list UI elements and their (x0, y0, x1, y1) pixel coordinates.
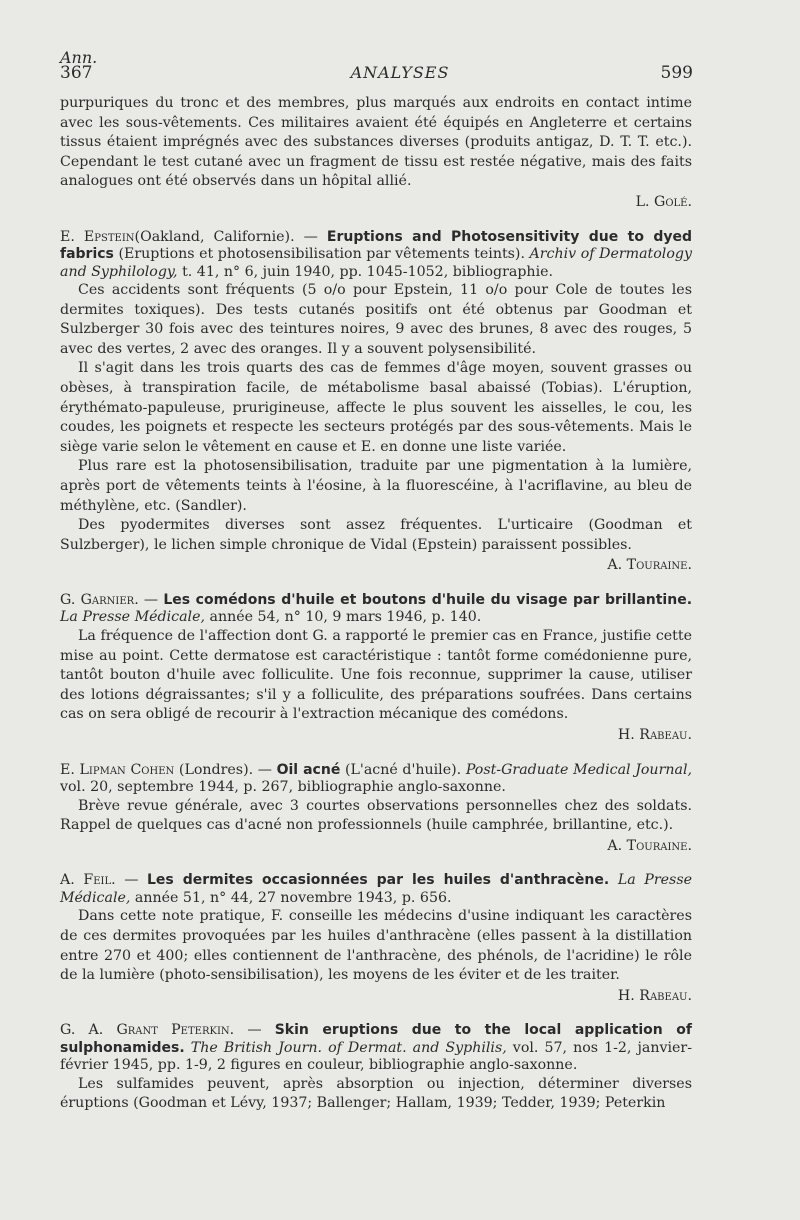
journal: The British Journ. of Dermat. and Syphilis, (190, 1039, 507, 1056)
subtitle: (L'acné d'huile). (340, 761, 466, 778)
place: (Oakland, Californie). — (134, 228, 327, 245)
subtitle: (Eruptions et photosensibilisation par vêtements teints). (113, 246, 530, 263)
paragraph: La fréquence de l'affection dont G. a rapporté le premier cas en France, justifie cette mise au point. Cette dermatose est caractéristique : tantôt forme comédonienne pure, tantôt bouton d'huile avec folliculite. Une fois reconnue, supprimer la cause, utiliser des lotions dégraissantes; s'il y a folliculite, des préparations soufrées. Dans certains cas on sera obligé de recourir à l'extraction mécanique des comédons. (60, 627, 692, 723)
article-title: Les comédons d'huile et boutons d'huile du visage par brillantine. (163, 591, 693, 608)
signature: H. Rabeau. (617, 726, 692, 743)
author: G. A. Grant Peterkin (60, 1022, 230, 1039)
signature: A. Touraine. (607, 557, 692, 574)
review-entry (60, 592, 692, 627)
review-entry (60, 872, 692, 907)
signature: H. Rabeau. (617, 987, 692, 1004)
review-entry (60, 1022, 692, 1075)
paragraph: Brève revue générale, avec 3 courtes observations personnelles chez des soldats. Rappel de quelques cas d'acné non professionnels (huile camphrée, brillantine, etc.). (60, 797, 692, 834)
article-title: Skin eruptions due to the local application of sulphonamides. (60, 1022, 692, 1056)
citation: année 51, n° 44, 27 novembre 1943, p. 656. (130, 889, 452, 906)
header-annotation: Ann. (60, 48, 98, 67)
reference (60, 1022, 692, 1075)
signature: L. Golé. (635, 193, 692, 210)
journal: La Presse Médicale, (60, 609, 205, 626)
author: E. Lipman Cohen (60, 761, 175, 778)
paragraph: purpuriques du tronc et des membres, plus marqués aux endroits en contact intime avec les sous-vêtements. Ces militaires avaient été équipés en Angleterre et certains tissus étaient imprégnés avec des substances diverses (produits antigaz, D. T. T. etc.). Cependant le test cutané avec un fragment de tissu est restée négative, mais des faits analogues ont été observés dans un hôpital allié. (60, 95, 692, 190)
place: . — (229, 1022, 275, 1039)
citation: année 54, n° 10, 9 mars 1946, p. 140. (204, 609, 482, 626)
paragraph: Les sulfamides peuvent, après absorption ou injection, déterminer diverses éruptions (Goodman et Lévy, 1937; Ballenger; Hallam, 1939; Tedder, 1939; Peterkin (60, 1075, 692, 1112)
article-title: Les dermites occasionnées par les huiles d'anthracène. (147, 872, 610, 889)
running-title: ANALYSES (350, 63, 450, 82)
paragraph: Des pyodermites diverses sont assez fréquentes. L'urticaire (Goodman et Sulzberger), le lichen simple chronique de Vidal (Epstein) paraissent possibles. (60, 517, 692, 553)
citation: vol. 57, nos 1-2, janvier-février 1945, pp. 1-9, 2 figures en couleur, bibliographie anglo-saxonne. (60, 1039, 692, 1074)
subtitle (609, 872, 618, 888)
review-entry (60, 229, 692, 282)
journal: La Presse Médicale, (60, 872, 692, 906)
reference (60, 872, 692, 907)
review-continuation (60, 94, 692, 213)
reference (60, 762, 692, 797)
journal: Post-Graduate Medical Journal, (465, 761, 692, 778)
text-body (60, 94, 692, 1114)
paragraph: Ces accidents sont fréquents (5 o/o pour Epstein, 11 o/o pour Cole de toutes les dermites toxiques). Des tests cutanés positifs ont été obtenus par Goodman et Sulzberger 30 fois avec des teintures noires, 9 avec des brunes, 8 avec des rouges, 5 avec des vertes, 2 avec des oranges. Il y a souvent polysensibilité. (60, 282, 692, 357)
header-volume-number: 367 (60, 63, 93, 83)
paragraph: Plus rare est la photosensibilisation, traduite par une pigmentation à la lumière, après port de vêtements teints à l'éosine, à la fluorescéine, à l'acriflavine, au bleu de méthylène, etc. (Sandler). (60, 458, 692, 514)
citation: t. 41, n° 6, juin 1940, pp. 1045-1052, bibliographie. (177, 263, 554, 280)
author: E. Epstein (60, 228, 135, 245)
place: . — (111, 872, 147, 889)
reference (60, 592, 692, 627)
citation: vol. 20, septembre 1944, p. 267, bibliographie anglo-saxonne. (60, 779, 506, 796)
author: G. Garnier (60, 591, 135, 608)
review-entry (60, 762, 692, 797)
article-title: Eruptions and Photosensitivity due to dyed fabrics (60, 228, 693, 263)
journal: Archiv of Dermatology and Syphilology, (60, 246, 692, 280)
paragraph: Il s'agit dans les trois quarts des cas de femmes d'âge moyen, souvent grasses ou obèses, à transpiration facile, de métabolisme basal abaissé (Tobias). L'éruption, érythémato-papuleuse, prurigineuse, affecte le plus souvent les aisselles, le cou, les coudes, les poignets et respecte les secteurs protégés par des sous-vêtements. Mais le siège varie selon le vêtement en cause et E. en donne une liste variée. (60, 360, 692, 455)
page-number: 599 (660, 63, 693, 83)
place: (Londres). — (174, 761, 277, 778)
article-title: Oil acné (276, 761, 341, 778)
paragraph: Dans cette note pratique, F. conseille les médecins d'usine indiquant les caractères de ces dermites provoquées par les huiles d'anthracène (elles passent à la distillation entre 270 et 400; elles contiennent de l'anthracène, des phénols, de l'acridine) le rôle de la lumière (photo-sensibilisation), les moyens de les éviter et de les traiter. (60, 908, 692, 984)
author: A. Feil (60, 872, 112, 889)
reference (60, 229, 692, 282)
signature: A. Touraine. (607, 837, 692, 854)
place: . — (134, 591, 164, 608)
